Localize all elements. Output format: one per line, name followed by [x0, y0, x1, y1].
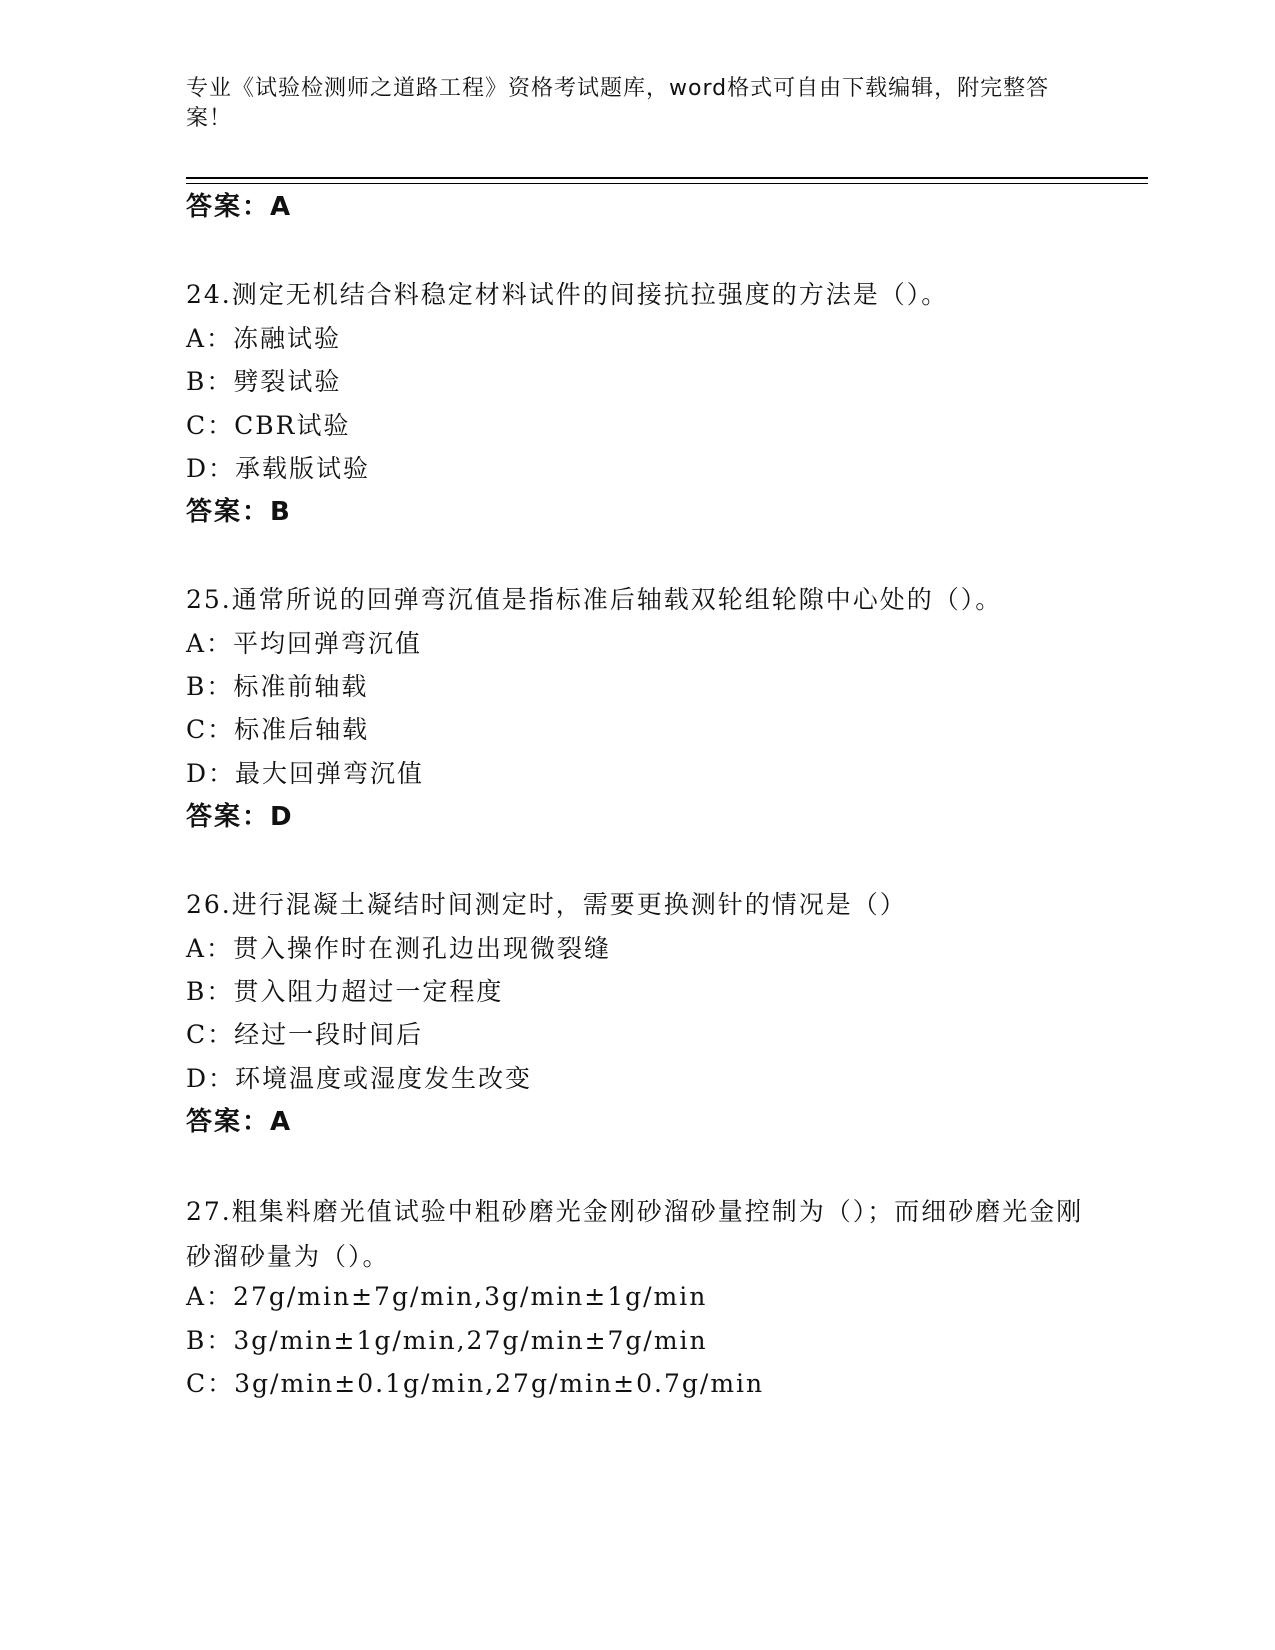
header-divider-thick	[186, 177, 1148, 179]
question-option: C：标准后轴载	[186, 715, 370, 744]
question-option: B：贯入阻力超过一定程度	[186, 977, 504, 1006]
question-option: D：环境温度或湿度发生改变	[186, 1064, 533, 1093]
page-header: 专业《试验检测师之道路工程》资格考试题库，word格式可自由下载编辑，附完整答案！	[186, 76, 1050, 131]
question-option: C：经过一段时间后	[186, 1020, 424, 1049]
question-stem: 26.进行混凝土凝结时间测定时，需要更换测针的情况是（）	[186, 890, 907, 919]
question-stem: 24.测定无机结合料稳定材料试件的间接抗拉强度的方法是（）。	[186, 280, 949, 309]
question-answer: 答案：D	[186, 802, 294, 832]
previous-answer: 答案：A	[186, 192, 293, 222]
question-option: C：CBR试验	[186, 411, 351, 440]
question-option: D：最大回弹弯沉值	[186, 759, 425, 788]
question-option: B：标准前轴载	[186, 672, 369, 701]
question-option: A：27g/min±7g/min,3g/min±1g/min	[186, 1282, 708, 1311]
question-option: C：3g/min±0.1g/min,27g/min±0.7g/min	[186, 1369, 765, 1398]
question-option: B：劈裂试验	[186, 367, 342, 396]
question-stem: 27.粗集料磨光值试验中粗砂磨光金刚砂溜砂量控制为（）；而细砂磨光金刚砂溜砂量为（）。	[186, 1197, 1084, 1271]
question-option: A：平均回弹弯沉值	[186, 629, 423, 658]
question-answer: 答案：A	[186, 1107, 293, 1137]
question-option: D：承载版试验	[186, 454, 371, 483]
question-stem: 25.通常所说的回弹弯沉值是指标准后轴载双轮组轮隙中心处的（）。	[186, 585, 1003, 614]
question-option: A：贯入操作时在测孔边出现微裂缝	[186, 934, 612, 963]
question-answer: 答案：B	[186, 497, 292, 527]
header-divider-thin	[186, 183, 1148, 184]
question-option: A：冻融试验	[186, 324, 342, 353]
question-option: B：3g/min±1g/min,27g/min±7g/min	[186, 1326, 708, 1355]
